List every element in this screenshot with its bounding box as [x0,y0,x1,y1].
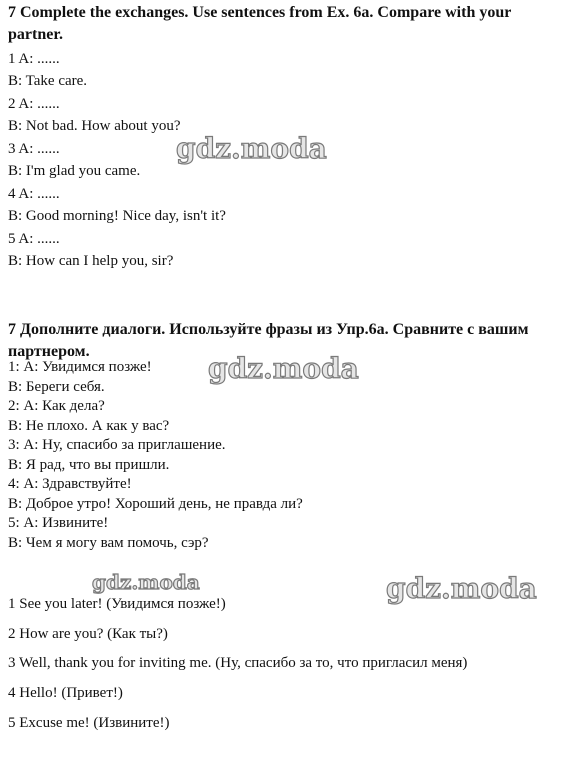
watermark-logo: gdz.moda [176,132,327,165]
dialogue-line: 5: А: Извините! [8,515,109,531]
watermark-logo: gdz.moda [208,352,359,385]
dialogue-line: B: Good morning! Nice day, isn't it? [8,208,226,224]
dialogue-line: B: Not bad. How about you? [8,118,181,134]
answer-line: 1 See you later! (Увидимся позже!) [8,596,226,612]
dialogue-line: В: Доброе утро! Хороший день, не правда ли? [8,496,303,512]
dialogue-line: В: Береги себя. [8,379,105,395]
dialogue-line: 4 A: ...... [8,186,60,202]
exercise-heading-en: 7 Complete the exchanges. Use sentences from Ex. 6a. Compare with your partner. [8,4,512,43]
dialogue-line: 1: А: Увидимся позже! [8,359,152,375]
dialogue-line: 4: А: Здравствуйте! [8,476,132,492]
dialogue-line: 1 A: ...... [8,51,60,67]
answer-line: 3 Well, thank you for inviting me. (Ну, спасибо за то, что пригласил меня) [8,655,468,671]
dialogue-line: 2: А: Как дела? [8,398,105,414]
watermark-logo: gdz.moda [92,570,200,594]
dialogue-line: 3 A: ...... [8,141,60,157]
dialogue-line: 3: А: Ну, спасибо за приглашение. [8,437,226,453]
answer-line: 5 Excuse me! (Извините!) [8,715,170,731]
dialogue-line: 2 A: ...... [8,96,60,112]
dialogue-line: B: How can I help you, sir? [8,253,174,269]
dialogue-line: В: Чем я могу вам помочь, сэр? [8,535,209,551]
answer-line: 2 How are you? (Как ты?) [8,626,168,642]
dialogue-line: В: Я рад, что вы пришли. [8,457,170,473]
dialogue-line: 5 A: ...... [8,231,60,247]
dialogue-line: В: Не плохо. А как у вас? [8,418,170,434]
watermark-logo: gdz.moda [386,572,537,605]
exercise-heading-ru: 7 Дополните диалоги. Используйте фразы из Упр.6а. Сравните с вашим партнером. [8,321,529,360]
dialogue-line: B: Take care. [8,73,88,89]
dialogue-line: B: I'm glad you came. [8,163,141,179]
answer-line: 4 Hello! (Привет!) [8,685,123,701]
